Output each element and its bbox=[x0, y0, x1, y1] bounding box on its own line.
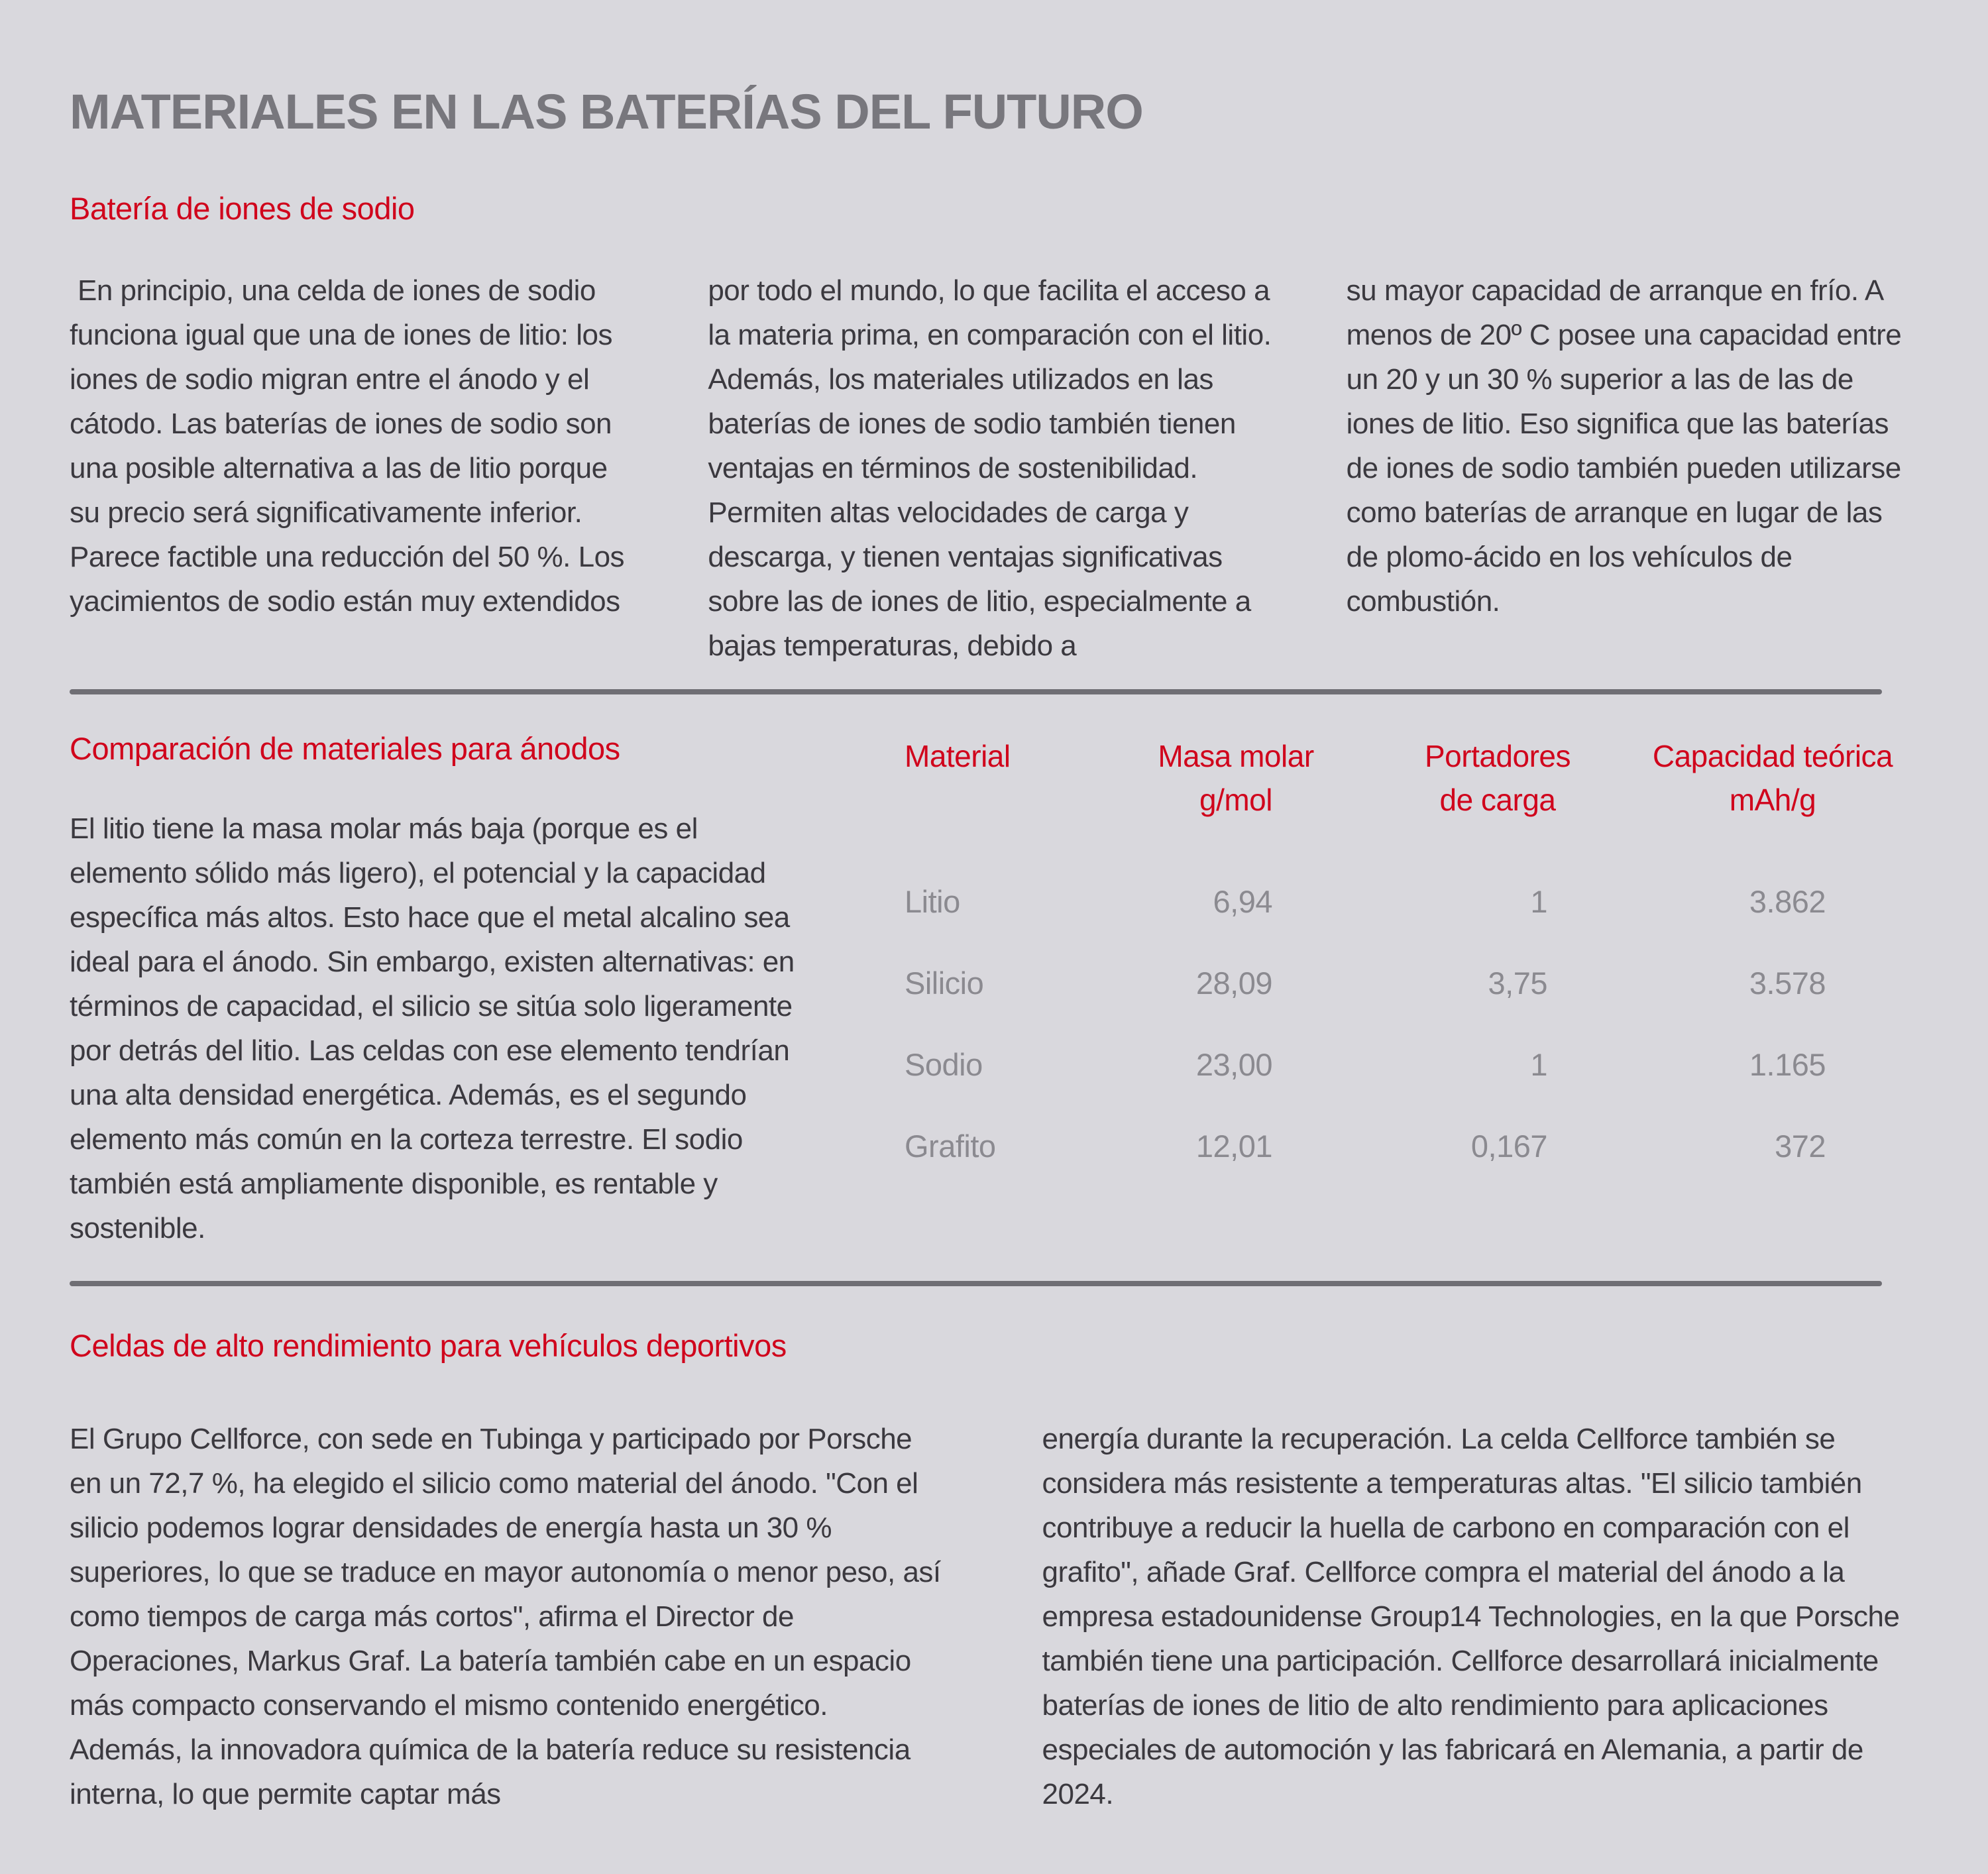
table-header-line: Material bbox=[905, 738, 1011, 773]
table-cell-portadores: 1 bbox=[1530, 1046, 1547, 1082]
table-header-line: Masa molar bbox=[1158, 738, 1314, 773]
section-performance-cells bbox=[70, 1325, 1915, 1816]
section-heading-sodium: Batería de iones de sodio bbox=[70, 190, 415, 226]
cells-text-columns bbox=[70, 1417, 1915, 1816]
sodium-paragraph-col2: por todo el mundo, lo que facilita el acceso a la materia prima, en comparación con el litio. Además, los materiales utilizados en las baterías de iones de sodio también tienen ventajas en términos de sostenibilidad. Permiten altas velocidades de carga y descarga, y tienen ventajas significativas sobre las de iones de litio, especialmente a bajas temperaturas, debido a bbox=[708, 274, 1272, 662]
table-cell-portadores: 0,167 bbox=[1470, 1128, 1547, 1164]
anode-text-column bbox=[70, 728, 812, 1250]
table-cell-portadores: 3,75 bbox=[1488, 965, 1547, 1001]
section-heading-cells: Celdas de alto rendimiento para vehículos deportivos bbox=[70, 1327, 787, 1363]
table-cell-capacidad: 3.862 bbox=[1749, 883, 1826, 919]
divider-bottom bbox=[70, 1281, 1882, 1286]
table-cell-material: Grafito bbox=[905, 1128, 996, 1164]
page-title: MATERIALES EN LAS BATERÍAS DEL FUTURO bbox=[70, 84, 1143, 139]
table-header-line: g/mol bbox=[1199, 782, 1272, 817]
table-cell-masa-molar: 6,94 bbox=[1213, 883, 1272, 919]
table-cell-capacidad: 3.578 bbox=[1749, 965, 1826, 1001]
anode-comparison-table bbox=[905, 734, 1918, 1166]
table-header-line: mAh/g bbox=[1729, 782, 1816, 817]
sodium-paragraph-col3: su mayor capacidad de arranque en frío. A menos de 20º C posee una capacidad entre un 20 y un 30 % superior a las de las de iones de litio. Eso significa que las baterías de iones de sodio también pueden utilizarse como baterías de arranque en lugar de las de plomo-ácido en los vehículos de combustión. bbox=[1346, 274, 1902, 618]
cells-paragraph-col1: El Grupo Cellforce, con sede en Tubinga y participado por Porsche en un 72,7 %, ha elegido el silicio como material del ánodo. "Con el silicio podemos lograr densidades de energía hasta un 30 % superiores, lo que se traduce en mayor autonomía o menor peso, así como tiempos de carga más cortos", afirma el Director de Operaciones, Markus Graf. La batería también cabe en un espacio más compacto conservando el mismo contenido energético. Además, la innovadora química de la batería reduce su resistencia interna, lo que permite captar más bbox=[70, 1422, 941, 1810]
table-cell-masa-molar: 12,01 bbox=[1195, 1128, 1272, 1164]
table-cell-material: Silicio bbox=[905, 965, 984, 1001]
table-header-material bbox=[905, 734, 1103, 822]
table-cell-capacidad: 1.165 bbox=[1749, 1046, 1826, 1082]
table-cell-material: Litio bbox=[905, 883, 960, 919]
cells-paragraph-col2: energía durante la recuperación. La celda Cellforce también se considera más resistente a temperaturas altas. "El silicio también contribuye a reducir la huella de carbono en comparación con el grafito", añade Graf. Cellforce compra el material del ánodo a la empresa estadounidense Group14 Technologies, en la que Porsche también tiene una participación. Cellforce desarrollará inicialmente baterías de iones de litio de alto rendimiento para aplicaciones especiales de automoción y las fabricará en Alemania, a partir de 2024. bbox=[1042, 1422, 1900, 1810]
table-header-line: Portadores bbox=[1424, 738, 1571, 773]
section-heading-anode: Comparación de materiales para ánodos bbox=[70, 730, 620, 766]
table-cell-capacidad: 372 bbox=[1775, 1128, 1826, 1164]
table-cell-material: Sodio bbox=[905, 1046, 983, 1082]
table-cell-masa-molar: 23,00 bbox=[1195, 1046, 1272, 1082]
table-header-portadores bbox=[1368, 734, 1627, 822]
anode-paragraph: El litio tiene la masa molar más baja (porque es el elemento sólido más ligero), el potencial y la capacidad específica más altos. Esto hace que el metal alcalino sea ideal para el ánodo. Sin embargo, existen alternativas: en términos de capacidad, el silicio se sitúa solo ligeramente por detrás del litio. Las celdas con ese elemento tendrían una alta densidad energética. Además, es el segundo elemento más común en la corteza terrestre. El sodio también está ampliamente disponible, es rentable y sostenible. bbox=[70, 812, 795, 1244]
table-header-capacidad bbox=[1627, 734, 1918, 822]
table-header-line: Capacidad teórica bbox=[1652, 738, 1893, 773]
sodium-paragraph-col1: En principio, una celda de iones de sodio funciona igual que una de iones de litio: los iones de sodio migran entre el ánodo y el cátodo. Las baterías de iones de sodio son una posible alternativa a las de litio porque su precio será significativamente inferior. Parece factible una reducción del 50 %. Los yacimientos de sodio están muy extendidos bbox=[70, 274, 625, 618]
table-header-line: de carga bbox=[1439, 782, 1556, 817]
section-sodium-ion bbox=[0, 188, 1988, 668]
table-cell-portadores: 1 bbox=[1530, 883, 1547, 919]
table-header-masa-molar bbox=[1103, 734, 1368, 822]
table-body bbox=[905, 840, 1918, 1166]
divider-top bbox=[70, 689, 1882, 694]
section-anode-comparison bbox=[70, 728, 1918, 1251]
article-page bbox=[0, 85, 1988, 1874]
sodium-text-columns bbox=[70, 268, 1918, 668]
table-cell-masa-molar: 28,09 bbox=[1195, 965, 1272, 1001]
